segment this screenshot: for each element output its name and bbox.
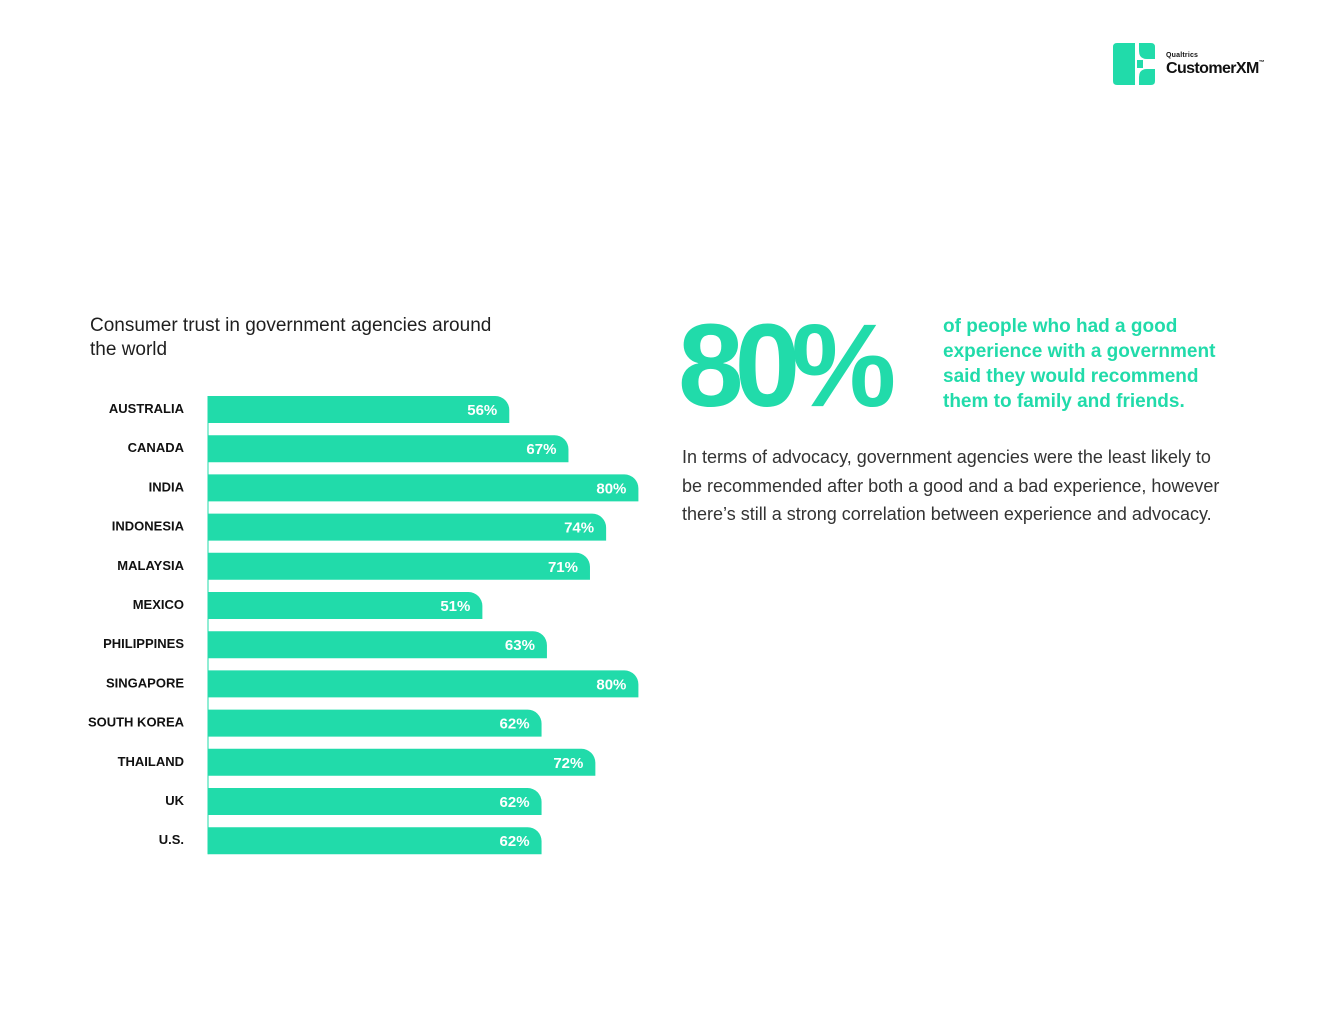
bar-thailand xyxy=(208,749,595,776)
bar-india xyxy=(208,474,638,501)
bar-canada xyxy=(208,435,568,462)
value-label-indonesia: 74% xyxy=(564,519,595,537)
value-label-malaysia: 71% xyxy=(547,558,578,576)
stat-value: 80% xyxy=(678,300,888,432)
brand-small-text: Qualtrics xyxy=(1166,52,1199,59)
category-label-indonesia: INDONESIA xyxy=(111,518,184,534)
value-label-thailand: 72% xyxy=(553,754,584,772)
value-label-uk: 62% xyxy=(499,794,530,811)
bar-indonesia xyxy=(208,514,606,541)
category-label-australia: AUSTRALIA xyxy=(108,401,184,416)
brand-logo xyxy=(1113,43,1283,87)
bar-uk xyxy=(208,788,542,815)
brand-logo-icon xyxy=(1113,43,1155,85)
bar-australia xyxy=(208,396,509,423)
category-label-uk: UK xyxy=(165,793,184,808)
category-label-singapore: SINGAPORE xyxy=(105,675,184,691)
category-label-philippines: PHILIPPINES xyxy=(103,636,184,652)
category-label-canada: CANADA xyxy=(127,440,184,456)
stat-description: of people who had a good experience with a government said they would recommend them to family and friends. xyxy=(943,316,1216,412)
category-label-mexico: MEXICO xyxy=(132,597,184,612)
bar-south-korea xyxy=(208,710,542,737)
chart-title: Consumer trust in government agencies around the world xyxy=(90,315,492,360)
brand-name xyxy=(1166,60,1264,78)
value-label-south-korea: 62% xyxy=(499,715,530,733)
category-label-south-korea: SOUTH KOREA xyxy=(87,714,184,730)
category-label-india: INDIA xyxy=(148,479,184,495)
value-label-u-s: 62% xyxy=(499,833,530,851)
value-label-india: 80% xyxy=(596,480,627,498)
value-label-mexico: 51% xyxy=(440,598,471,615)
brand-name-text: CustomerXM xyxy=(1166,60,1259,77)
category-label-u-s: U.S. xyxy=(158,832,184,848)
bar-chart xyxy=(0,0,660,900)
bar-singapore xyxy=(208,670,638,697)
value-label-philippines: 63% xyxy=(504,637,535,655)
bar-philippines xyxy=(208,631,547,658)
value-label-australia: 56% xyxy=(467,402,498,419)
category-label-malaysia: MALAYSIA xyxy=(117,557,184,573)
bar-malaysia xyxy=(208,553,590,580)
bar-u-s xyxy=(208,827,542,854)
brand-tm: ™ xyxy=(1258,60,1265,66)
value-label-canada: 67% xyxy=(526,441,557,459)
value-label-singapore: 80% xyxy=(596,676,627,694)
body-paragraph: In terms of advocacy, government agencies were the least likely to be recommended after both a good and a bad experience, however there’s still a strong correlation between experience and advocacy. xyxy=(682,447,1220,524)
category-label-thailand: THAILAND xyxy=(117,753,184,769)
